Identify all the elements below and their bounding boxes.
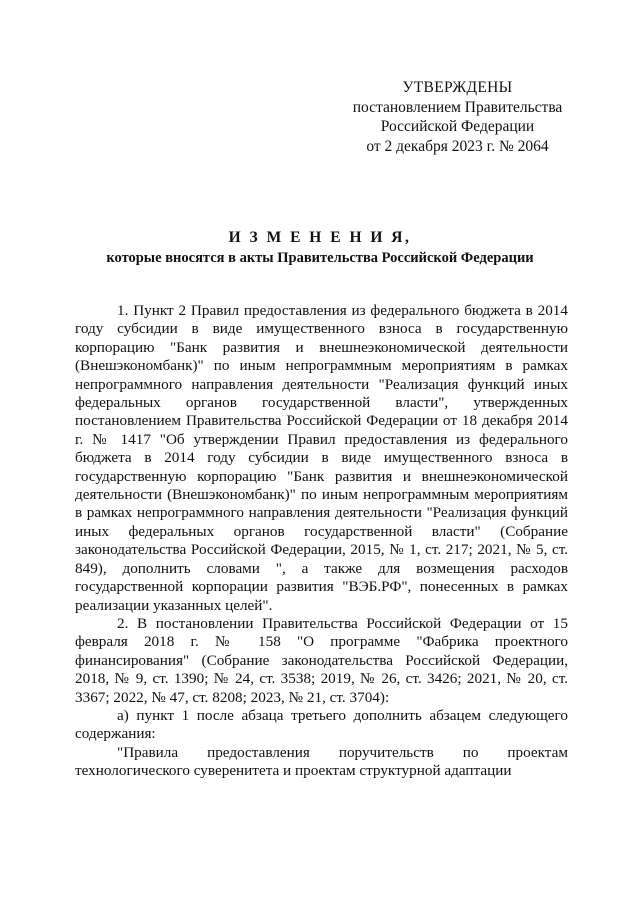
paragraph-2: 2. В постановлении Правительства Российской Федерации от 15 февраля 2018 г. № 158 "О программе "Фабрика проектного финансирования" (Собрание законодательства Российской Федерации, 2018, № 9, ст. 1390; № 24, ст. 3538; 2019, № 26, ст. 3426; 2021, № 20, ст. 3367; 2022, № 47, ст. 8208; 2023, № 21, ст. 3704): [75,614,568,706]
paragraph-4: "Правила предоставления поручительств по проектам технологического суверенитета и проектам структурной адаптации [75,743,568,780]
document-subtitle: которые вносятся в акты Правительства Российской Федерации [106,250,534,266]
approval-line-2: Российской Федерации [380,118,535,135]
approved-label: УТВЕРЖДЕНЫ [402,79,513,96]
approval-stamp [340,78,575,156]
paragraph-1: 1. Пункт 2 Правил предоставления из федерального бюджета в 2014 году субсидии в виде имущественного взноса в государственную корпорацию "Банк развития и внешнеэкономической деятельности (Внешэкономбанк)" по иным непрограммным мероприятиям в рамках непрограммного направления деятельности "Реализация функций иных федеральных органов государственной власти", утвержденных постановлением Правительства Российской Федерации от 18 декабря 2014 г. № 1417 "Об утверждении Правил предоставления из федерального бюджета в 2014 году субсидии в виде имущественного взноса в государственную корпорацию "Банк развития и внешнеэкономической деятельности (Внешэкономбанк)" по иным непрограммным мероприятиям в рамках непрограммного направления деятельности "Реализация функций иных федеральных органов государственной власти" (Собрание законодательства Российской Федерации, 2015, № 1, ст. 217; 2021, № 5, ст. 849), дополнить словами ", а также для возмещения расходов государственной корпорации развития "ВЭБ.РФ", понесенных в рамках реализации указанных целей". [75,302,568,614]
paragraph-3: а) пункт 1 после абзаца третьего дополнить абзацем следующего содержания: [75,706,568,743]
document-title: И З М Е Н Е Н И Я, [228,229,412,246]
approval-line-1: постановлением Правительства [352,98,563,116]
document-body [75,302,568,781]
approval-line-3: от 2 декабря 2023 г. № 2064 [366,137,549,155]
